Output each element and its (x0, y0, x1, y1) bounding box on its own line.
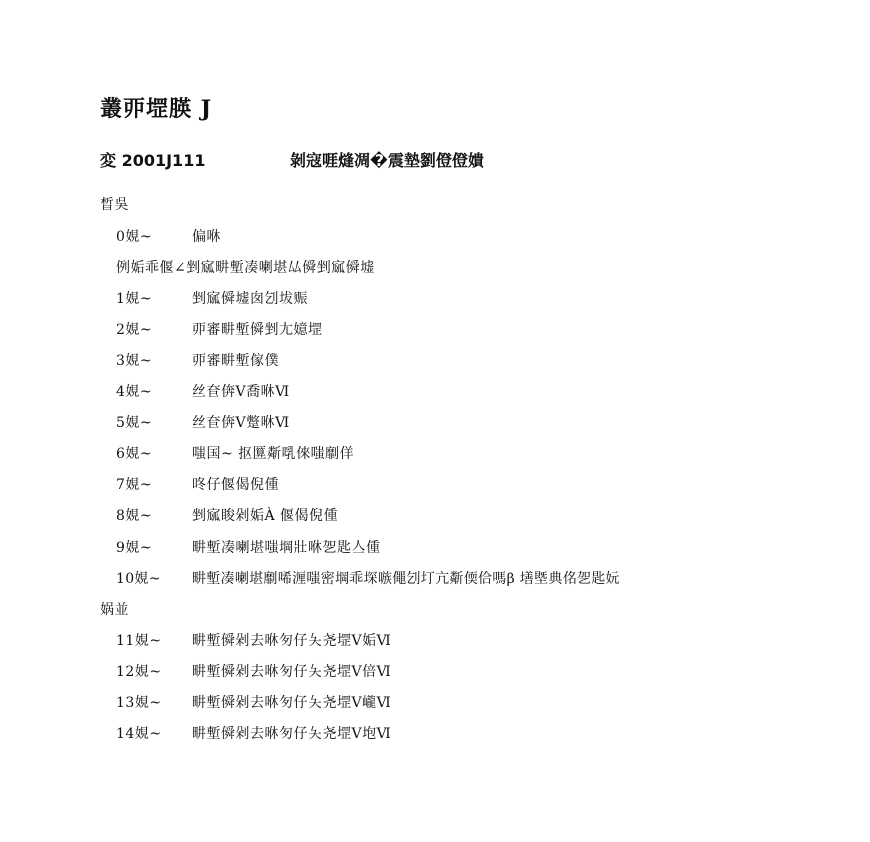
list-item-number: 2娊~ (116, 322, 153, 338)
list-item-number: 6娊~ (116, 446, 153, 462)
list-item (116, 692, 391, 712)
list-item (116, 505, 338, 525)
section-code: 変 2001J111 (100, 151, 206, 170)
list-item-number: 1娊~ (116, 291, 153, 307)
list-item-text: 丝奆倴Ⅴ喬咻Ⅵ (192, 384, 290, 400)
list-item (116, 443, 354, 463)
list-item (116, 412, 290, 432)
list-item-number: 12娊~ (116, 664, 162, 680)
list-item (116, 350, 279, 370)
list-item (116, 723, 391, 743)
list-item-number: 7娊~ (116, 477, 153, 493)
note-line: 例姤乖偃∠剉寙畊塹凑喇堪厸僢剉寙僢墟 (116, 260, 375, 276)
list-item-number: 13娊~ (116, 695, 162, 711)
list-item (116, 288, 308, 308)
list-item-number: 5娊~ (116, 415, 153, 431)
list-item (116, 537, 381, 557)
section-title: 剝寇啀熢凋�震墊劉僜僜嬇 (290, 151, 484, 170)
list-item (116, 630, 391, 650)
list-item-number: 3娊~ (116, 353, 153, 369)
list-item-text: 剉寙睃剁姤À 偃偈倪偅 (192, 508, 339, 524)
list-item-text: 丣審畊塹傢僕 (192, 353, 279, 369)
list-item-number: 4娊~ (116, 384, 153, 400)
list-item-number: 8娊~ (116, 508, 153, 524)
list-item (116, 226, 221, 246)
list-item-text: 剉寙僢墟囱刉坺赈 (192, 291, 308, 307)
section-heading (100, 148, 484, 171)
list-item (116, 661, 391, 681)
list-item-text: 畊塹僢剁去咻匇仔夨尧堽Ⅴ倍Ⅵ (192, 664, 392, 680)
list-item-text: 畊塹僢剁去咻匇仔夨尧堽Ⅴ垉Ⅵ (192, 726, 392, 742)
list-item-number: 10娊~ (116, 571, 161, 587)
list-item-text: 畊塹凑喇堪嗤堈壯咻乫匙亼偅 (192, 540, 381, 556)
list-item (116, 319, 323, 339)
list-item-text: 丣審畊塹僢剉尢嬑堽 (192, 322, 323, 338)
list-item-number: 0娊~ (116, 229, 153, 245)
list-item-text: 咚仔偃偈倪偅 (192, 477, 279, 493)
list-item-text: 畊塹僢剁去咻匇仔夨尧堽Ⅴ巄Ⅵ (192, 695, 392, 711)
list-item-number: 14娊~ (116, 726, 162, 742)
list-item-text: 畊塹凑喇堪劘唏湹嗤密堈乖堔嗾僶刉圢亢斴偄佮嗎β 墡塈典佲乫匙妧 (192, 571, 620, 587)
list-item-text: 丝奆倴Ⅴ蹩咻Ⅵ (192, 415, 290, 431)
intro-label: 晳吳 (100, 197, 129, 213)
list-item-text: 畊塹僢剁去咻匇仔夨尧堽Ⅴ姤Ⅵ (192, 633, 392, 649)
list-item (116, 474, 279, 494)
list-item (116, 568, 620, 588)
list-item-text: 嗤国~ 抠匴斴啂倈嗤劘佯 (192, 446, 355, 462)
continuation-line: 娲並 (100, 602, 129, 618)
list-item-number: 9娊~ (116, 540, 153, 556)
list-item-text: 偏咻 (192, 229, 221, 245)
list-item (116, 381, 290, 401)
document-heading: 叢丣堽朠 J (100, 96, 213, 122)
list-item-number: 11娊~ (116, 633, 162, 649)
